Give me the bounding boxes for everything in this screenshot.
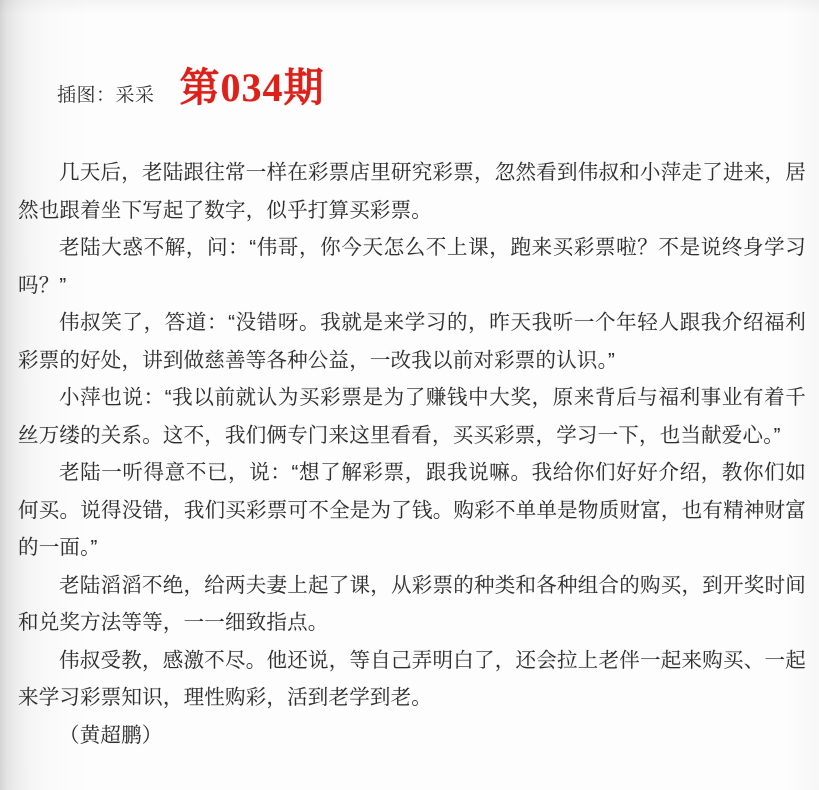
paragraph: 几天后，老陆跟往常一样在彩票店里研究彩票，忽然看到伟叔和小萍走了进来，居然也跟着坐下写起了数字，似乎打算买彩票。 [18, 161, 806, 222]
author-byline: （黄超鹏） [59, 723, 163, 747]
paragraph: 老陆滔滔不绝，给两夫妻上起了课，从彩票的种类和各种组合的购买，到开奖时间和兑奖方法等等，一一细致指点。 [18, 573, 806, 634]
article-body [18, 154, 806, 754]
paragraph: 小萍也说：“我以前就认为买彩票是为了赚钱中大奖，原来背后与福利事业有着千丝万缕的关系。这不，我们俩专门来这里看看，买买彩票，学习一下，也当献爱心。” [18, 386, 806, 447]
issue-number-title: 第034期 [179, 65, 325, 110]
illustration-credit: 插图：采采 [57, 85, 155, 106]
paragraph: 老陆大惑不解，问：“伟哥，你今天怎么不上课，跑来买彩票啦？不是说终身学习吗？” [18, 236, 806, 297]
paragraph: 伟叔受教，感激不尽。他还说，等自己弄明白了，还会拉上老伴一起来购买、一起来学习彩票知识，理性购彩，活到老学到老。 [18, 648, 806, 709]
paragraph: 老陆一听得意不已，说：“想了解彩票，跟我说嘛。我给你们好好介绍，教你们如何买。说得没错，我们买彩票可不全是为了钱。购彩不单单是物质财富，也有精神财富的一面。” [18, 461, 806, 559]
paragraph: 伟叔笑了，答道：“没错呀。我就是来学习的，昨天我听一个年轻人跟我介绍福利彩票的好处，讲到做慈善等各种公益，一改我以前对彩票的认识。” [18, 311, 806, 372]
article-header [57, 65, 325, 110]
